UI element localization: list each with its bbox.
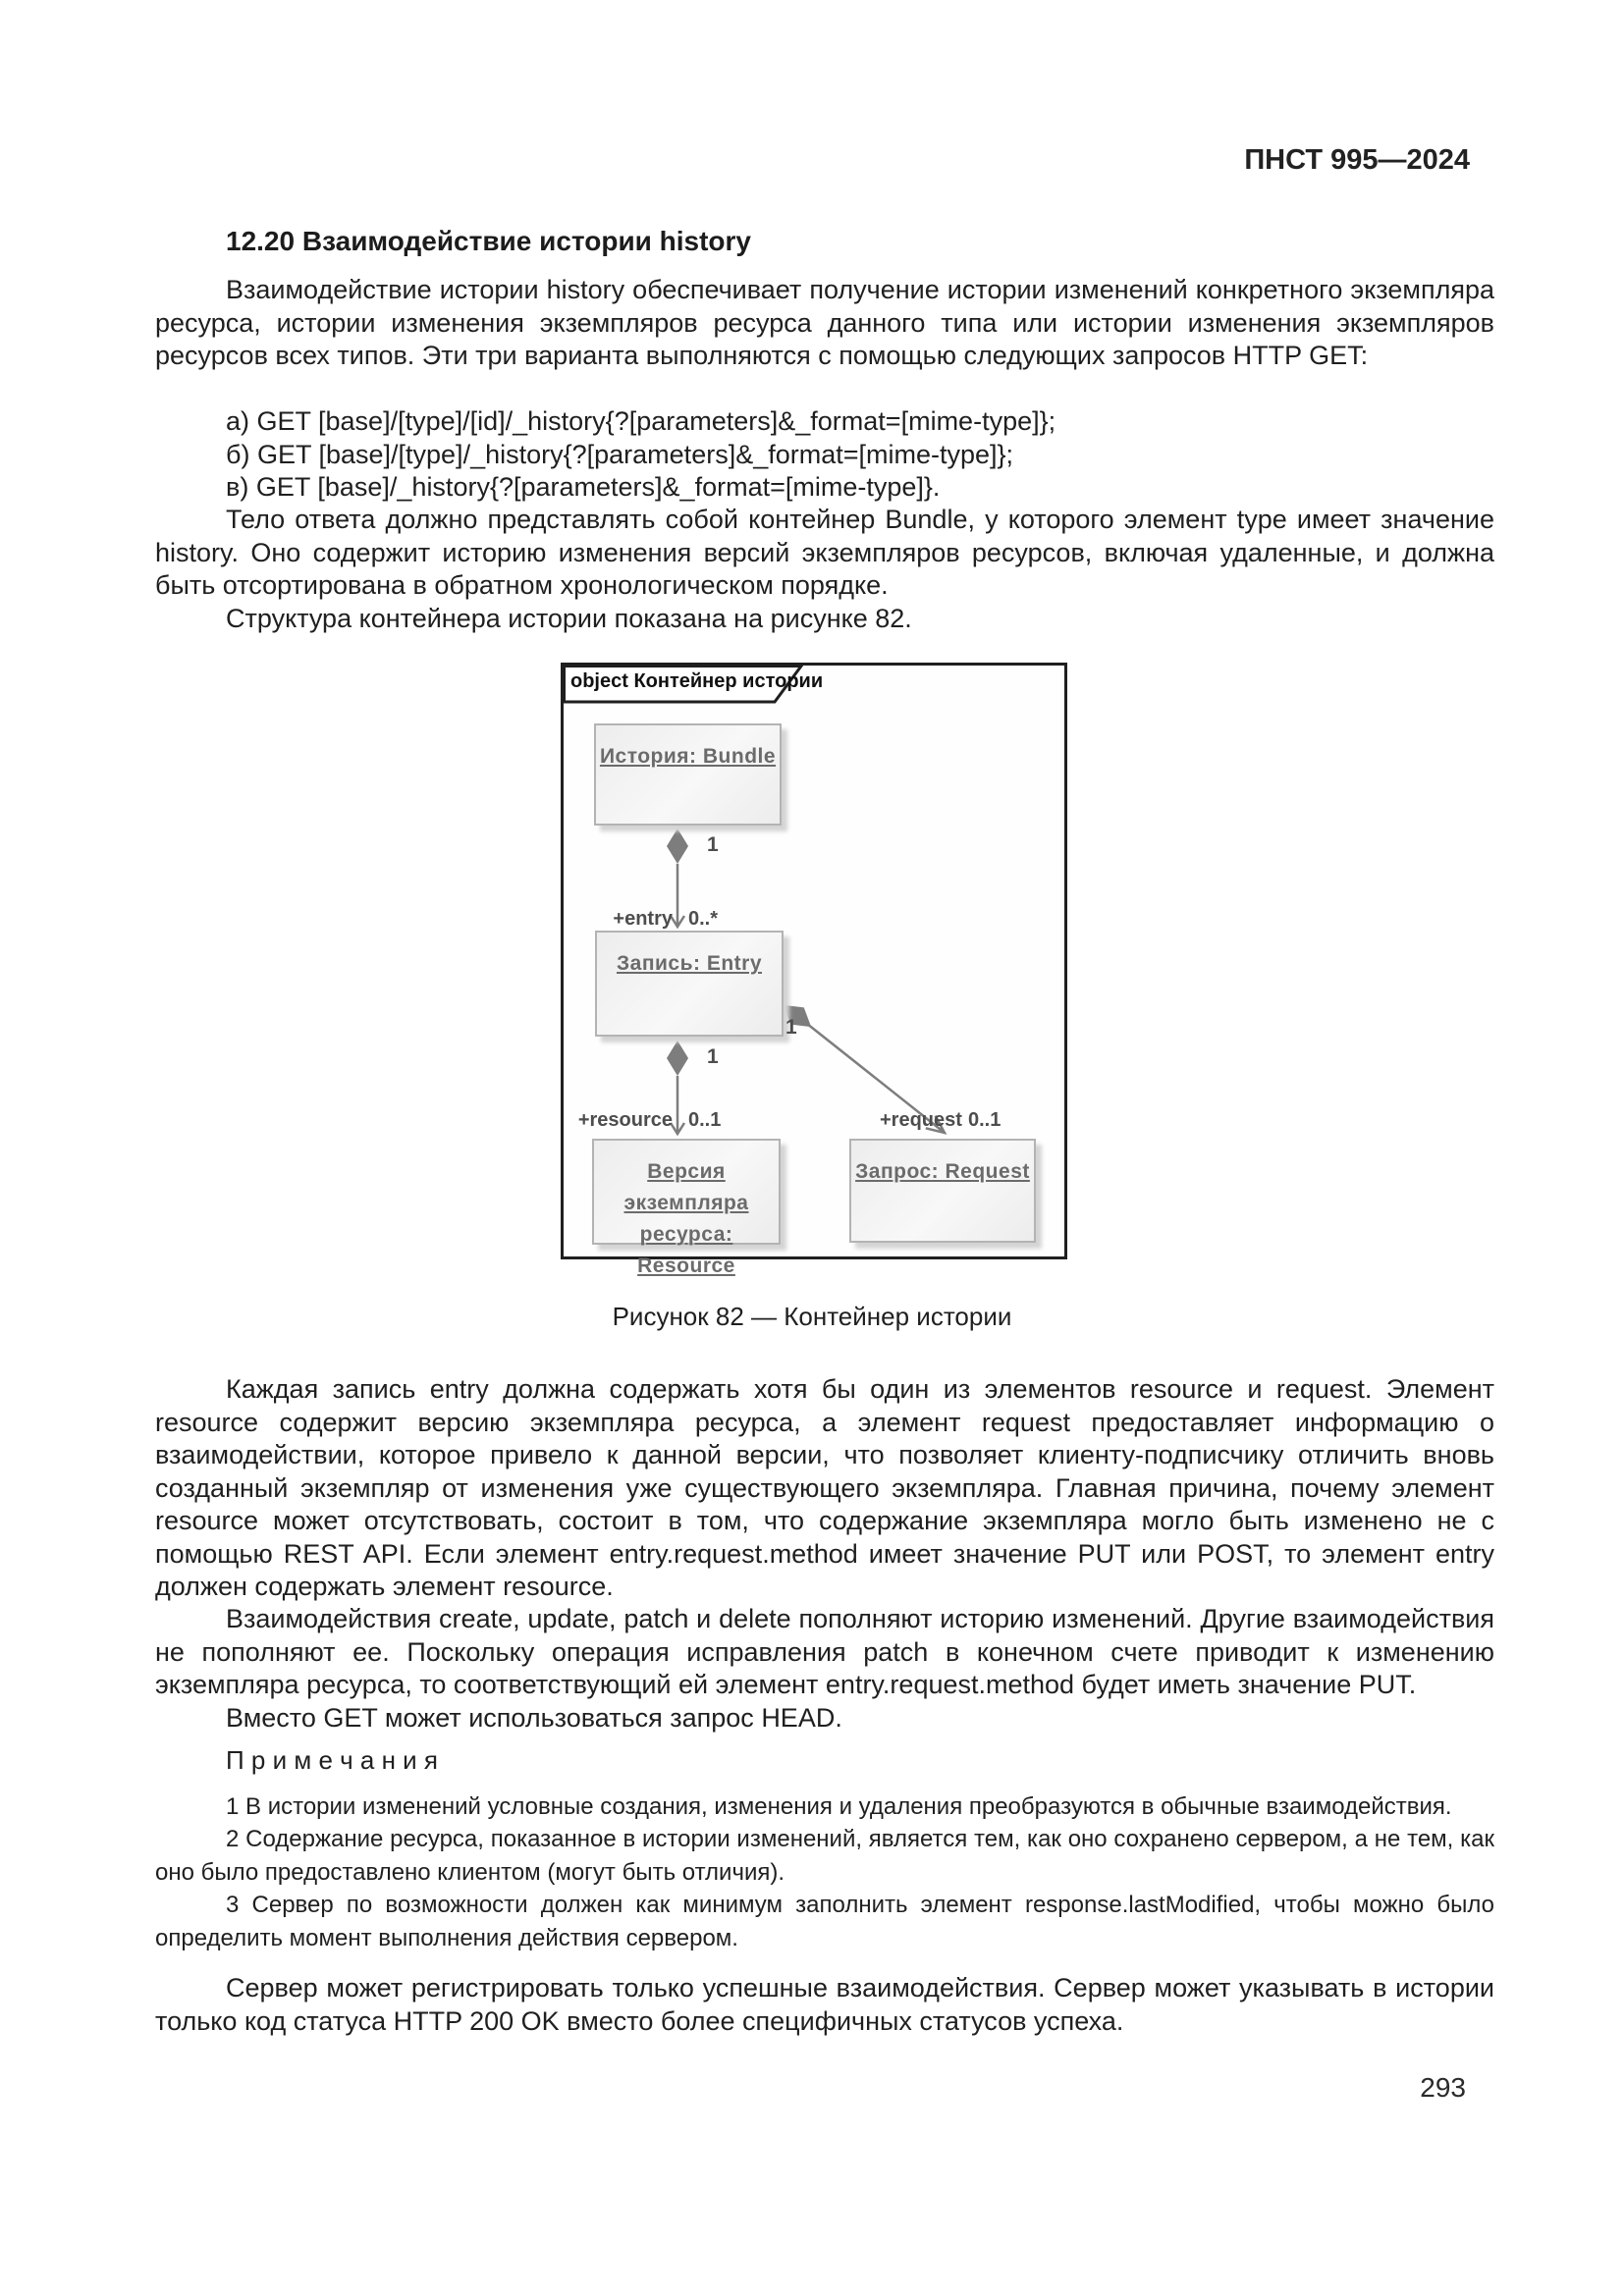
paragraph-figure-ref: Структура контейнера истории показана на рисунке 82. — [226, 604, 912, 633]
uml-node-entry-title: Запись: Entry — [616, 952, 763, 975]
list-item-b: б) GET [base]/[type]/_history{?[parameters]&_format=[mime-type]}; — [226, 439, 1014, 469]
running-header: ПНСТ 995—2024 — [1244, 144, 1470, 176]
uml-node-resource-title-line2: ресурса: Resource — [637, 1223, 735, 1277]
note-2: 2 Содержание ресурса, показанное в истории изменений, является тем, как оно сохранено сервером, а не тем, как оно было предоставлено клиентом (могут быть отличия). — [155, 1826, 1494, 1886]
uml-node-resource-title-line1: Версия экземпляра — [623, 1160, 749, 1214]
role-entry-label: +entry — [613, 908, 673, 930]
paragraph-response-body: Тело ответа должно представлять собой контейнер Bundle, у которого элемент type имеет значение history. Оно содержит историю изменения версий экземпляров ресурсов, включая удаленные, и должна быть отсортирована в обратном хронологическом порядке. — [155, 505, 1494, 600]
get-request-list — [226, 405, 1502, 505]
role-request-label: +request — [880, 1109, 962, 1131]
role-resource-label: +resource — [577, 1109, 673, 1131]
uml-node-entry — [595, 931, 784, 1037]
note-1: 1 В истории изменений условные создания, изменения и удаления преобразуются в обычные взаимодействия. — [226, 1793, 1452, 1820]
multiplicity-resource-label: 0..1 — [688, 1109, 722, 1131]
composition-diamond-entry-resource — [667, 1041, 688, 1076]
uml-node-request-title: Запрос: Request — [855, 1160, 1030, 1183]
uml-node-resource — [592, 1139, 781, 1277]
frame-tab-label: object Контейнер истории — [570, 670, 824, 692]
page-number: 293 — [1420, 2072, 1466, 2103]
notes-heading: П р и м е ч а н и я — [226, 1745, 438, 1775]
note-3: 3 Сервер по возможности должен как минимум заполнить элемент response.lastModified, чтобы можно было определить момент выполнения действия сервером. — [155, 1892, 1494, 1951]
multiplicity-entry-request-one: 1 — [785, 1016, 797, 1039]
multiplicity-entry-one: 1 — [707, 1045, 719, 1068]
uml-node-bundle — [594, 723, 782, 826]
list-item-a: а) GET [base]/[type]/[id]/_history{?[parameters]&_format=[mime-type]}; — [226, 406, 1056, 436]
paragraph-entry-rules: Каждая запись entry должна содержать хотя бы один из элементов resource и request. Элемент resource содержит версию экземпляра ресурса, а элемент request предоставляет информацию о взаимодействии, которое привело к данной версии, что позволяет клиенту-подписчику отличить вновь созданный экземпляр от изменения уже существующего экземпляра. Главная причина, почему элемент resource может отсутствовать, состоит в том, что содержание экземпляра могло быть изменено не с помощью REST API. Если элемент entry.request.method имеет значение PUT или POST, то элемент entry должен содержать элемент resource. — [155, 1374, 1494, 1601]
uml-node-request — [849, 1139, 1036, 1243]
multiplicity-request-label: 0..1 — [968, 1109, 1001, 1131]
list-item-v: в) GET [base]/_history{?[parameters]&_format=[mime-type]}. — [226, 472, 941, 502]
paragraph-head-request: Вместо GET может использоваться запрос HEAD. — [226, 1703, 842, 1733]
multiplicity-bundle-one: 1 — [707, 833, 719, 856]
paragraph-interactions: Взаимодействия create, update, patch и delete пополняют историю изменений. Другие взаимодействия не пополняют ее. Поскольку операция исправления patch в конечном счете приводит к изменению экземпляра ресурса, то соответствующий ей элемент entry.request.method будет иметь значение PUT. — [155, 1604, 1494, 1699]
composition-diamond-bundle — [667, 828, 688, 864]
uml-node-bundle-title: История: Bundle — [599, 745, 777, 768]
figure-caption: Рисунок 82 — Контейнер истории — [612, 1302, 1012, 1331]
paragraph-intro: Взаимодействие истории history обеспечивает получение истории изменений конкретного экземпляра ресурса, истории изменения экземпляров ресурса данного типа или истории изменения экземпляров ресурсов всех типов. Эти три варианта выполняются с помощью следующих запросов HTTP GET: — [155, 275, 1494, 370]
paragraph-server-success: Сервер может регистрировать только успешные взаимодействия. Сервер может указывать в истории только код статуса HTTP 200 OK вместо более специфичных статусов успеха. — [155, 1973, 1494, 2036]
section-heading: 12.20 Взаимодействие истории history — [226, 226, 751, 256]
uml-diagram-figure — [561, 663, 1067, 1277]
multiplicity-entry-label: 0..* — [688, 908, 719, 930]
